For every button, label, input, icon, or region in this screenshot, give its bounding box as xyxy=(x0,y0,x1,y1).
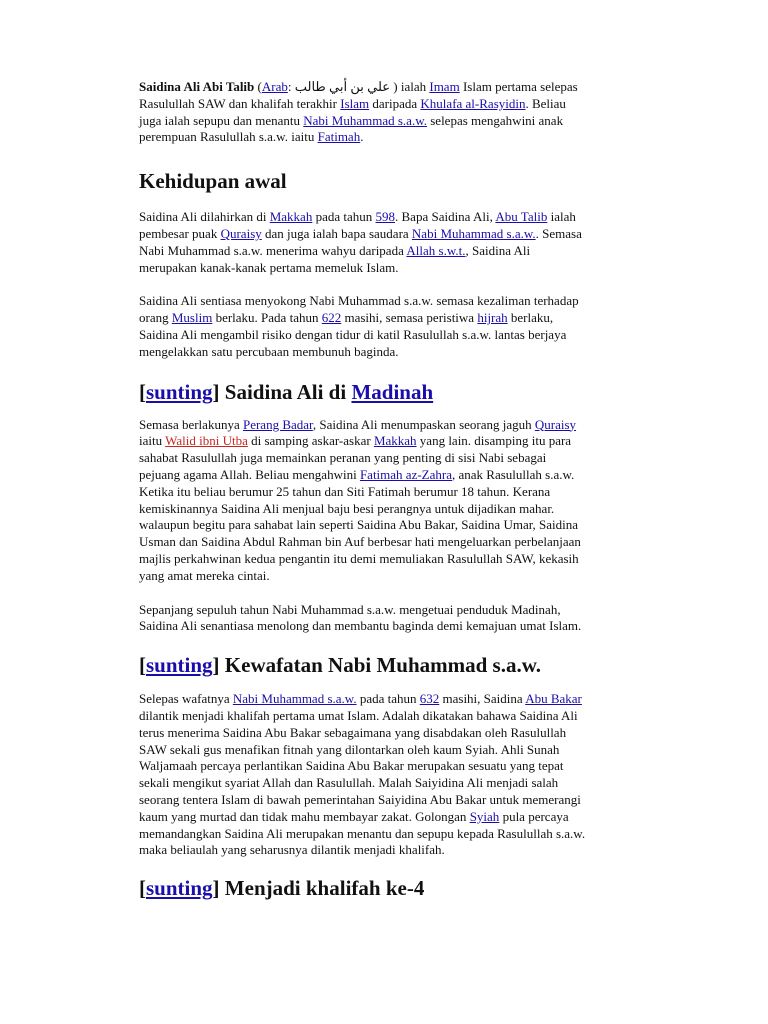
arab-link[interactable]: Arab xyxy=(261,79,288,94)
syiah-link[interactable]: Syiah xyxy=(469,808,500,824)
fatimah-az-zahra-link[interactable]: Fatimah az-Zahra xyxy=(359,466,452,482)
khulafa-link[interactable]: Khulafa al-Rasyidin xyxy=(420,95,526,111)
islam-link[interactable]: Islam xyxy=(340,95,370,111)
fatimah-link[interactable]: Fatimah xyxy=(317,129,361,145)
article-subject-name: Saidina Ali Abi Talib xyxy=(139,79,255,94)
makkah-link[interactable]: Makkah xyxy=(373,433,417,449)
makkah-link[interactable]: Makkah xyxy=(269,209,313,225)
madinah-paragraph-2: Sepanjang sepuluh tahun Nabi Muhammad s.a.w. mengetuai penduduk Madinah, Saidina Ali senantiasa menolong dan membantu baginda demi kemajuan umat Islam. xyxy=(139,601,582,634)
intro-paragraph xyxy=(139,79,639,146)
kewafatan-paragraph-1: Selepas wafatnya Nabi Muhammad s.a.w. pada tahun 632 masihi, Saidina Abu Bakar dilantik menjadi khalifah pertama umat Islam. Adalah dikatakan bahawa Saidina Ali terus menerima Saidina Abu Bakar sebagaimana yang disabdakan oleh Rasulullah SAW sekali gus menafikan fitnah yang dilontarkan oleh kaum Syiah. Ahli Sunah Waljamaah percaya perlantikan Saidina Abu Bakar merupakan sesuatu yang tepat sekali mengikut syariat Allah dan Rasulullah. Malah Saiyidina Ali menjadi salah seorang tentera Islam di bawah pemerintahan Saiyidina Abu Bakar untuk memerangi kaum yang murtad dan tidak mahu membayar zakat. Golongan Syiah pula percaya memandangkan Saidina Ali merupakan menantu dan sepupu kepada Rasulullah s.a.w. maka beliaulah yang seharusnya dilantik menjadi khalifah. xyxy=(139,691,586,858)
section-heading-kehidupan-awal: Kehidupan awal xyxy=(139,169,287,194)
hijrah-link[interactable]: hijrah xyxy=(477,310,508,326)
quraisy-link[interactable]: Quraisy xyxy=(220,225,262,241)
quraisy-link[interactable]: Quraisy xyxy=(534,416,577,432)
allah-link[interactable]: Allah s.w.t. xyxy=(406,242,466,258)
article-page xyxy=(139,79,639,901)
abu-talib-link[interactable]: Abu Talib xyxy=(495,209,548,225)
nabi-muhammad-link[interactable]: Nabi Muhammad s.a.w. xyxy=(303,112,427,128)
perang-badar-link[interactable]: Perang Badar xyxy=(242,416,313,432)
kehidupan-paragraph-2: Saidina Ali sentiasa menyokong Nabi Muhammad s.a.w. semasa kezaliman terhadap orang Muslim berlaku. Pada tahun 622 masihi, semasa peristiwa hijrah berlaku, Saidina Ali mengambil risiko dengan tidur di katil Rasulullah s.a.w. lantas berjaya mengelakkan satu percubaan membunuh baginda. xyxy=(139,293,579,359)
muslim-link[interactable]: Muslim xyxy=(171,310,213,326)
nabi-muhammad-link[interactable]: Nabi Muhammad s.a.w. xyxy=(232,691,357,707)
year-632-link[interactable]: 632 xyxy=(419,691,440,707)
kehidupan-paragraph-1: Saidina Ali dilahirkan di Makkah pada tahun 598. Bapa Saidina Ali, Abu Talib ialah pembesar puak Quraisy dan juga ialah bapa saudara Nabi Muhammad s.a.w.. Semasa Nabi Muhammad s.a.w. menerima wahyu daripada Allah s.w.t., Saidina Ali merupakan kanak-kanak pertama memeluk Islam. xyxy=(139,209,582,275)
intro-line-3: juga ialah sepupu dan menantu Nabi Muhammad s.a.w. selepas mengahwini anak xyxy=(139,112,564,128)
section-heading-kewafatan: [sunting] Kewafatan Nabi Muhammad s.a.w. xyxy=(139,653,541,678)
section-heading-madinah: [sunting] Saidina Ali di Madinah xyxy=(139,379,434,404)
intro-line-4: perempuan Rasulullah s.a.w. iaitu Fatimah. xyxy=(139,129,364,145)
intro-line-1: Saidina Ali Abi Talib (Arab: علي بن أبي طالب ) ialah Imam Islam pertama selepas xyxy=(139,79,578,94)
intro-line-2: Rasulullah SAW dan khalifah terakhir Islam daripada Khulafa al-Rasyidin. Beliau xyxy=(139,95,566,111)
madinah-paragraph-1: Semasa berlakunya Perang Badar, Saidina Ali menumpaskan seorang jaguh Quraisy iaitu Walid ibni Utba di samping askar-askar Makkah yang lain. disamping itu para sahabat Rasulullah juga memainkan peranan yang penting di sisi Nabi sebagai pejuang agama Allah. Beliau mengahwini Fatimah az-Zahra, anak Rasulullah s.a.w. Ketika itu beliau berumur 25 tahun dan Siti Fatimah berumur 18 tahun. Kerana kemiskinannya Saidina Ali menjual baju besi perangnya untuk dijadikan mahar. walaupun begitu para sahabat lain seperti Saidina Abu Bakar, Saidina Umar, Saidina Usman dan Saidina Abdul Rahman bin Auf berbesar hati mengeluarkan perbelanjaan majlis perkahwinan kedua pengantin itu demi memuliakan Rasulullah SAW, kekasih yang amat mereka cintai. xyxy=(139,416,581,583)
imam-link[interactable]: Imam xyxy=(429,79,460,94)
madinah-link[interactable]: Madinah xyxy=(351,379,434,404)
edit-section-link[interactable]: sunting xyxy=(146,653,213,678)
year-598-link[interactable]: 598 xyxy=(375,209,395,225)
edit-section-link[interactable]: sunting xyxy=(146,876,213,901)
section-heading-khalifah-ke-4: [sunting] Menjadi khalifah ke-4 xyxy=(139,876,425,901)
edit-section-link[interactable]: sunting xyxy=(146,379,213,404)
year-622-link[interactable]: 622 xyxy=(321,310,342,326)
arabic-name: : علي بن أبي طالب xyxy=(287,79,391,94)
abu-bakar-link[interactable]: Abu Bakar xyxy=(525,691,582,707)
nabi-muhammad-link[interactable]: Nabi Muhammad s.a.w. xyxy=(411,225,536,241)
walid-ibni-utba-link[interactable]: Walid ibni Utba xyxy=(165,433,248,449)
